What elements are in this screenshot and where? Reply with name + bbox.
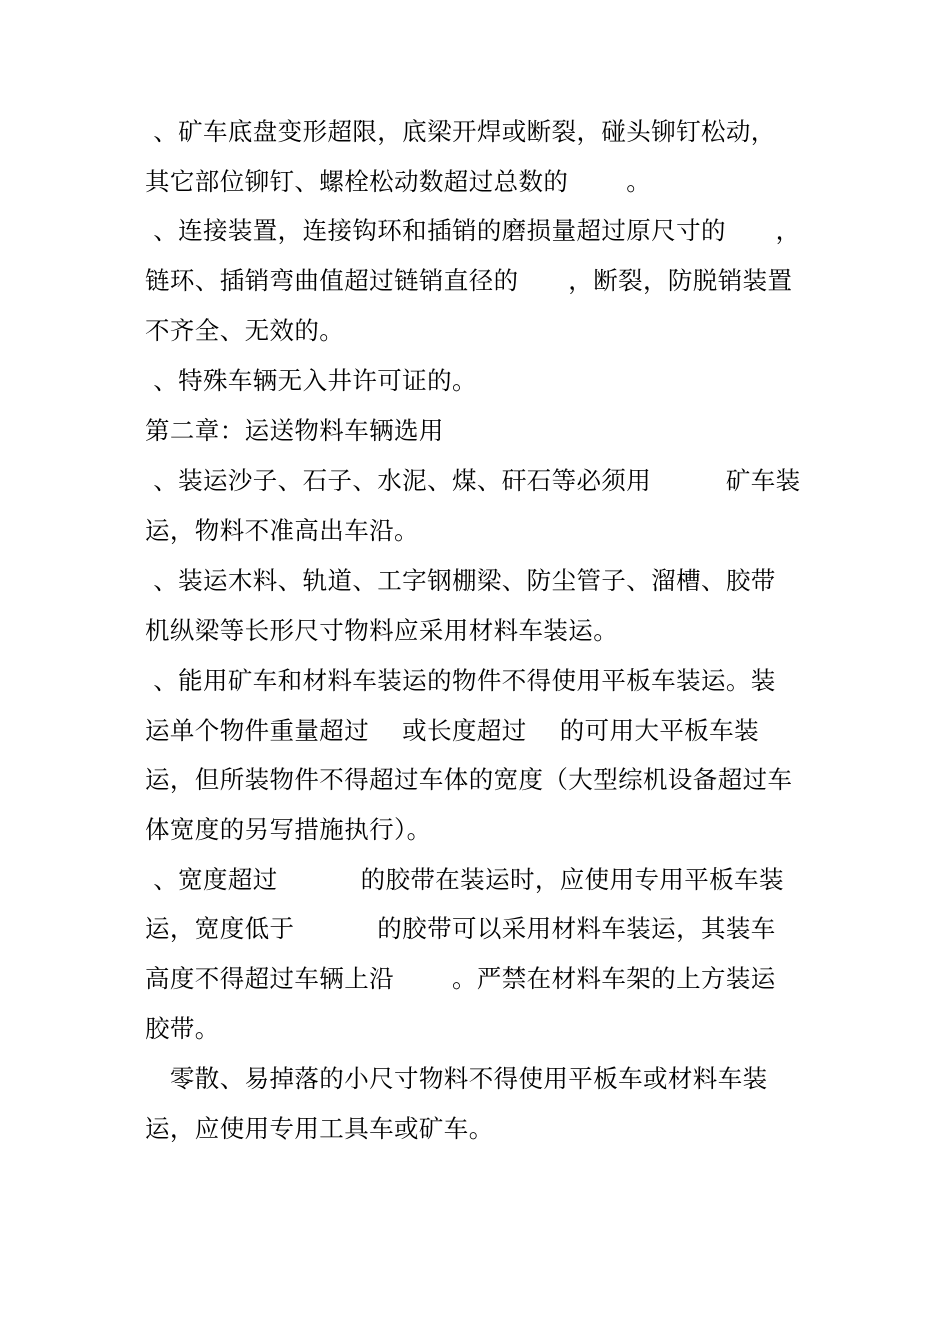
text-line: 运，但所装物件不得超过车体的宽度（大型综机设备超过车 <box>145 765 793 794</box>
text-line: 零散、易掉落的小尺寸物料不得使用平板车或材料车装 <box>145 1064 768 1093</box>
text-line: 、宽度超过 的胶带在装运时，应使用专用平板车装 <box>145 865 784 894</box>
text-line: 不齐全、无效的。 <box>145 316 345 345</box>
text-line: 高度不得超过车辆上沿 。严禁在材料车架的上方装运 <box>145 964 776 993</box>
text-line: 链环、插销弯曲值超过链销直径的 ，断裂，防脱销装置 <box>145 266 793 295</box>
text-line: 其它部位铆钉、螺栓松动数超过总数的 。 <box>145 167 652 196</box>
text-line: 运，物料不准高出车沿。 <box>145 516 419 545</box>
text-line: 胶带。 <box>145 1014 220 1043</box>
text-line: 运单个物件重量超过 或长度超过 的可用大平板车装 <box>145 716 759 745</box>
text-line: 运，应使用专用工具车或矿车。 <box>145 1114 494 1143</box>
text-line: 、连接装置，连接钩环和插销的磨损量超过原尺寸的 ， <box>145 216 801 245</box>
text-line: 、矿车底盘变形超限，底梁开焊或断裂，碰头铆钉松动， <box>145 117 776 146</box>
text-line: 、能用矿车和材料车装运的物件不得使用平板车装运。装 <box>145 666 776 695</box>
chapter-heading: 第二章：运送物料车辆选用 <box>145 416 444 445</box>
text-line: 体宽度的另写措施执行）。 <box>145 815 432 844</box>
text-line: 、装运沙子、石子、水泥、煤、矸石等必须用 矿车装 <box>145 466 801 495</box>
text-line: 、特殊车辆无入井许可证的。 <box>145 366 477 395</box>
text-line: 、装运木料、轨道、工字钢棚梁、防尘管子、溜槽、胶带 <box>145 566 776 595</box>
text-line: 运，宽度低于 的胶带可以采用材料车装运，其装车 <box>145 914 776 943</box>
text-line: 机纵梁等长形尺寸物料应采用材料车装运。 <box>145 616 619 645</box>
